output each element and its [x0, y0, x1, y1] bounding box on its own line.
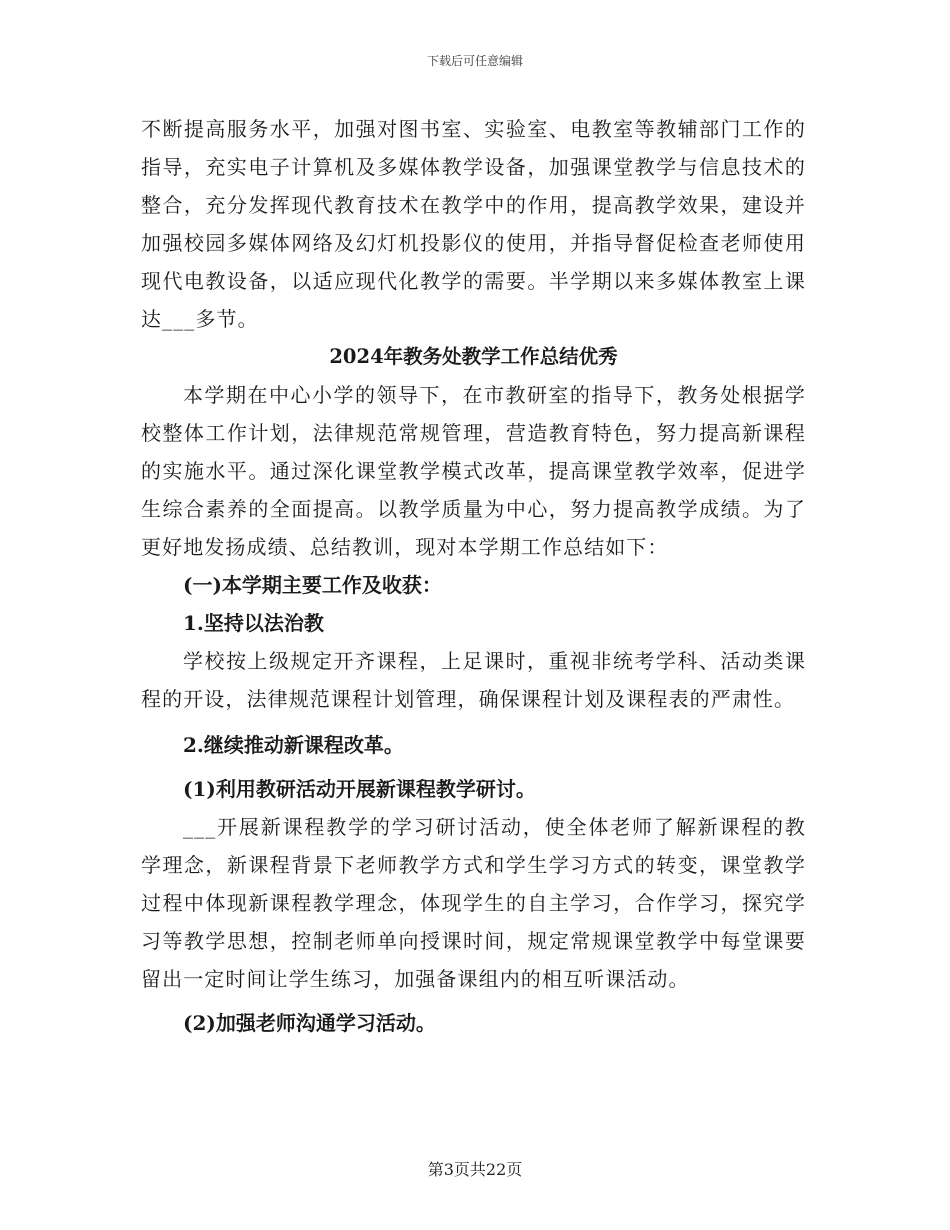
page-footer: 第3页共22页 — [427, 1160, 523, 1179]
page-header-note: 下载后可任意编辑 — [426, 54, 523, 68]
subitem-heading-2: (2)加强老师沟通学习活动。 — [183, 1011, 436, 1035]
section-title: 2024年教务处教学工作总结优秀 — [329, 345, 618, 368]
section-heading-1: (一)本学期主要工作及收获： — [183, 573, 442, 597]
continued-paragraph: 不断提高服务水平，加强对图书室、实验室、电教室等教辅部门工作的指导，充实电子计算机及多媒体教学设备，加强课堂教学与信息技术的整合，充分发挥现代教育技术在教学中的作用，提高教学效果，建设并加强校园多媒体网络及幻灯机投影仪的使用，并指导督促检查老师使用现代电教设备，以适应现代化教学的需要。半学期以来多媒体教室上课达___多节。 — [141, 117, 806, 331]
subitem-heading-1: (1)利用教研活动开展新课程教学研讨。 — [183, 777, 536, 801]
item-heading-2: 2.继续推动新课程改革。 — [183, 733, 404, 757]
item-paragraph-1: 学校按上级规定开齐课程，上足课时，重视非统考学科、活动类课程的开设，法律规范课程计划管理，确保课程计划及课程表的严肃性。 — [141, 649, 806, 711]
item-heading-1: 1.坚持以法治教 — [183, 611, 324, 635]
document-body — [141, 110, 806, 1042]
intro-paragraph: 本学期在中心小学的领导下，在市教研室的指导下，教务处根据学校整体工作计划，法律规范常规管理，营造教育特色，努力提高新课程的实施水平。通过深化课堂教学模式改革，提高课堂教学效率，促进学生综合素养的全面提高。以教学质量为中心，努力提高教学成绩。为了更好地发扬成绩、总结教训，现对本学期工作总结如下： — [141, 383, 806, 559]
subitem-paragraph-1: ___开展新课程教学的学习研讨活动，使全体老师了解新课程的教学理念，新课程背景下老师教学方式和学生学习方式的转变，课堂教学过程中体现新课程教学理念，体现学生的自主学习，合作学习，探究学习等教学思想，控制老师单向授课时间，规定常规课堂教学中每堂课要留出一定时间让学生练习，加强备课组内的相互听课活动。 — [141, 815, 806, 991]
